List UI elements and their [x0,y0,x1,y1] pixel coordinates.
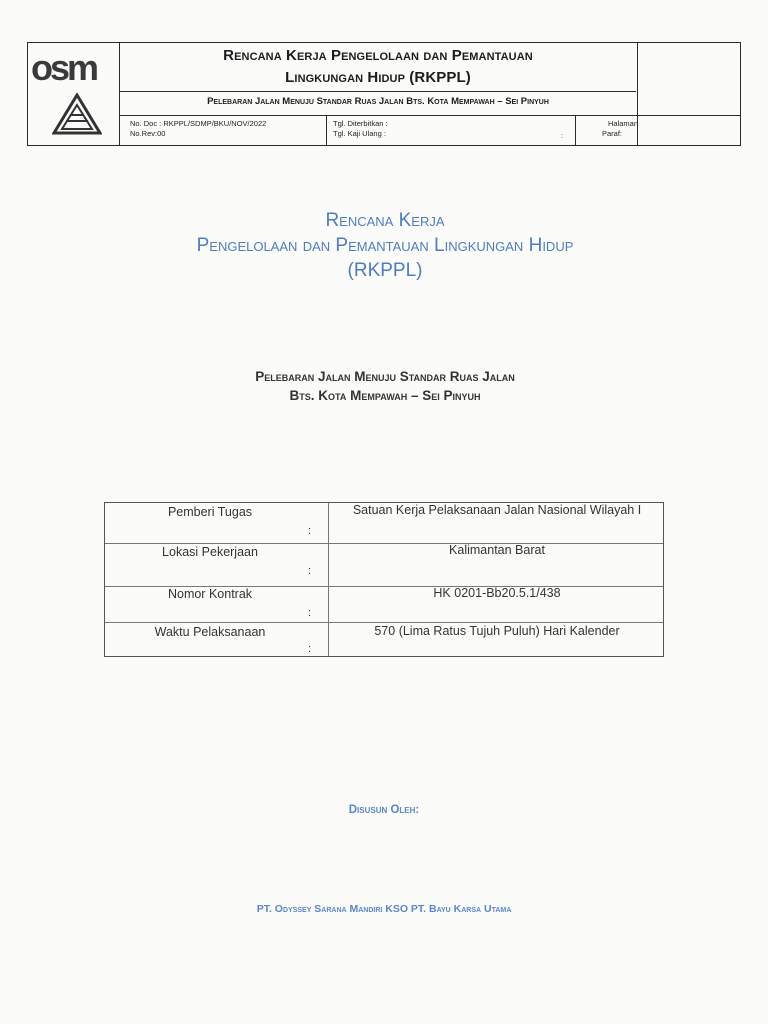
project-name-line1: Pelebaran Jalan Menuju Standar Ruas Jalan [255,369,515,384]
page-label: Halaman [608,119,639,128]
table-row-label: Waktu Pelaksanaan [154,625,266,639]
osm-logo [31,51,117,85]
table-row-label: Lokasi Pekerjaan [162,545,258,559]
revision-number: No.Rev:00 [130,129,166,138]
header-divider [637,43,638,145]
table-row-value: 570 (Lima Ratus Tujuh Puluh) Hari Kalender [374,624,620,638]
table-row [105,503,663,543]
document-title-line2: Pengelolaan dan Pemantauan Lingkungan Hidup [196,235,574,256]
header-divider [575,115,576,145]
header-title-line2: Lingkungan Hidup (RKPPL) [285,69,471,86]
header-divider [119,91,636,92]
table-row [105,622,663,657]
osm-logo-text: osm [31,51,97,85]
header-divider [326,115,327,145]
header-divider [119,115,740,116]
header-title [120,45,636,89]
bku-logo [52,93,102,135]
header-title-line1: Rencana Kerja Pengelolaan dan Pemantauan [223,47,533,64]
doc-number: No. Doc : RKPPL/SDMP/BKU/NOV/2022 [130,119,267,128]
review-date-label: Tgl. Kaji Ulang : [333,129,386,138]
table-row-value: Kalimantan Barat [449,543,545,557]
table-row-colon: : [308,607,312,619]
project-info-table [104,502,664,657]
table-row-colon: : [308,525,312,537]
company-name: PT. Odyssey Sarana Mandiri KSO PT. Bayu Karsa Utama [256,903,512,915]
table-row-label: Nomor Kontrak [167,587,253,601]
table-row-colon: : [308,565,312,577]
document-title [80,208,690,283]
project-name [100,367,670,405]
table-row-label: Pemberi Tugas [167,505,253,519]
prepared-by-label: Disusun Oleh: [348,804,420,816]
table-row [105,543,663,586]
document-header [27,42,741,146]
issue-date-label: Tgl. Diterbitkan : [333,119,388,128]
table-row-value: Satuan Kerja Pelaksanaan Jalan Nasional Wilayah I [352,503,642,517]
signature-label: Paraf: [602,129,623,138]
document-title-line1: Rencana Kerja [325,210,445,231]
table-row [105,586,663,622]
table-row-value: HK 0201-Bb20.5.1/438 [433,586,561,600]
header-subtitle: Pelebaran Jalan Menuju Standar Ruas Jalan Bts. Kota Mempawah – Sei Pinyuh [207,96,549,107]
table-row-colon: : [308,643,312,655]
review-date-colon: : [561,131,564,140]
document-title-line3: (RKPPL) [347,260,423,281]
project-name-line2: Bts. Kota Mempawah – Sei Pinyuh [289,388,481,403]
